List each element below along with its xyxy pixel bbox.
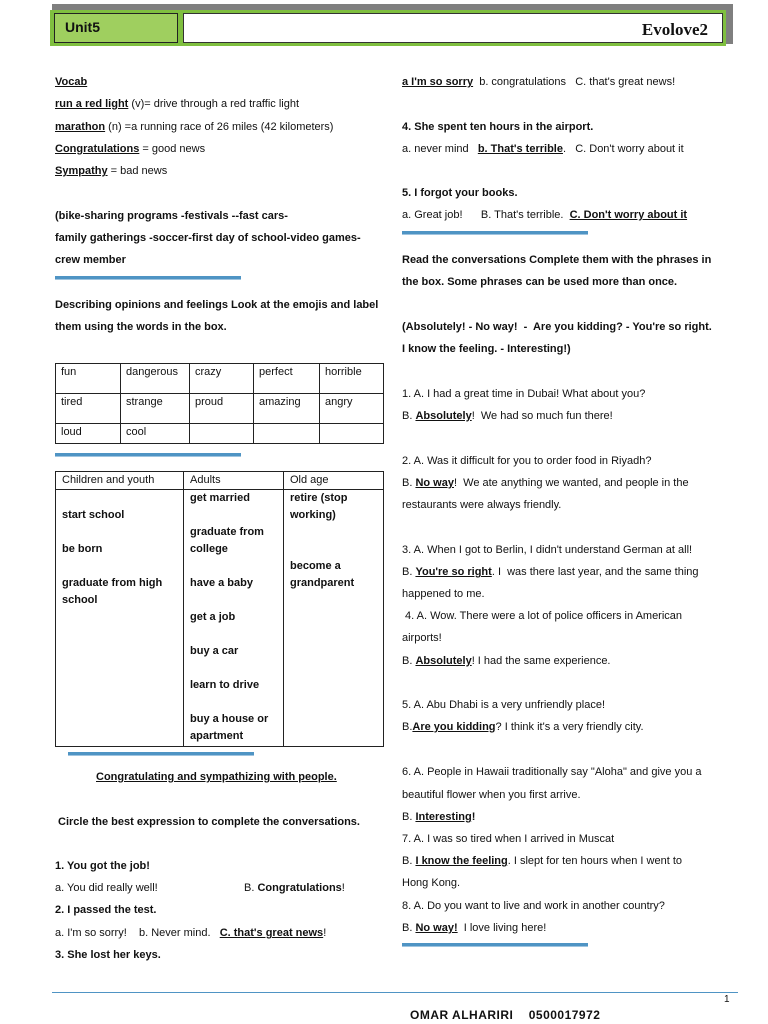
congrats-title: Congratulating and sympathizing with people. xyxy=(96,771,337,783)
divider xyxy=(55,453,241,457)
word-cell: amazing xyxy=(254,394,320,424)
answer: Congratulations xyxy=(257,882,342,894)
page-title: Evolove2 xyxy=(641,20,708,39)
word-cell: tired xyxy=(56,394,121,424)
answer: b. That's terrible xyxy=(477,143,563,155)
life-item: start school xyxy=(62,509,125,521)
describe-instructions: them using the words in the box. xyxy=(55,321,227,333)
conversation-line: airports! xyxy=(402,632,442,644)
vocab-item xyxy=(55,164,167,178)
word-cell: proud xyxy=(190,394,254,424)
conversation-line: beautiful flower when you first arrive. xyxy=(402,789,581,801)
circle-instructions: Circle the best expression to complete the conversations. xyxy=(58,816,360,828)
life-item: learn to drive xyxy=(190,679,260,691)
divider xyxy=(68,752,254,756)
answer: C. that's great news xyxy=(219,927,324,939)
col-header-old-age: Old age xyxy=(290,474,329,486)
question: 2. I passed the test. xyxy=(55,904,157,916)
word-cell: strange xyxy=(121,394,190,424)
option: a. Great job! B. That's terrible. C. Don't worry about it xyxy=(402,209,688,221)
vocab-term: run a red light xyxy=(55,98,129,110)
conversation-line: B. Interesting! xyxy=(402,811,476,823)
table-rule xyxy=(283,472,284,746)
life-item: graduate from high school xyxy=(62,577,163,606)
life-item: retire (stop working) xyxy=(290,492,348,521)
vocab-term: marathon xyxy=(55,121,106,133)
page-number: 1 xyxy=(724,994,730,1005)
conversation-line: B. No way! We ate anything we wanted, and people in the xyxy=(402,477,689,489)
life-item: become a grandparent xyxy=(290,560,355,589)
conversation-line: 4. A. Wow. There were a lot of police officers in American xyxy=(402,610,683,622)
word-cell: horrible xyxy=(320,364,384,394)
word-cell: loud xyxy=(56,424,121,444)
conversation-line: Hong Kong. xyxy=(402,877,461,889)
word-cell: fun xyxy=(56,364,121,394)
answer: C. Don't worry about it xyxy=(569,209,688,221)
word-cell xyxy=(254,424,320,444)
divider xyxy=(402,231,588,235)
vocab-def: = bad news xyxy=(107,165,168,177)
vocab-def: = good news xyxy=(139,143,206,155)
option: a I'm so sorry b. congratulations C. that's great news! xyxy=(402,76,676,88)
phrase-box: I know the feeling. - Interesting!) xyxy=(402,343,571,355)
word-cell: cool xyxy=(121,424,190,444)
question: 1. You got the job! xyxy=(55,860,150,872)
life-item: be born xyxy=(62,543,103,555)
vocab-def: (v)= drive through a red traffic light xyxy=(128,98,300,110)
conversation-line: 5. A. Abu Dhabi is a very unfriendly place! xyxy=(402,699,606,711)
col-header-children: Children and youth xyxy=(62,474,155,486)
conversation-line: B. No way! I love living here! xyxy=(402,922,547,934)
answer: No way xyxy=(415,477,454,489)
life-stages-table xyxy=(55,471,384,747)
topics-line: (bike-sharing programs -festivals --fast cars- xyxy=(55,210,288,222)
word-cell: dangerous xyxy=(121,364,190,394)
question: 5. I forgot your books. xyxy=(402,187,518,199)
conversation-line: B. I know the feeling. I slept for ten hours when I went to xyxy=(402,855,683,867)
conversation-line: 3. A. When I got to Berlin, I didn't understand German at all! xyxy=(402,544,693,556)
vocab-term: Sympathy xyxy=(55,165,108,177)
answer: No way! xyxy=(415,922,458,934)
conversation-line: 7. A. I was so tired when I arrived in Muscat xyxy=(402,833,615,845)
read-instructions: Read the conversations Complete them with the phrases in xyxy=(402,254,712,266)
answer: a I'm so sorry xyxy=(402,76,474,88)
life-item: buy a house or apartment xyxy=(190,713,269,742)
conversation-line: B. Absolutely! I had the same experience. xyxy=(402,655,611,667)
conversation-line: B. Absolutely! We had so much fun there! xyxy=(402,410,613,422)
conversation-line: 2. A. Was it difficult for you to order food in Riyadh? xyxy=(402,455,652,467)
topics-line: crew member xyxy=(55,254,126,266)
life-item: have a baby xyxy=(190,577,253,589)
option: a. You did really well! xyxy=(55,882,158,894)
option: a. I'm so sorry! b. Never mind. C. that's great news! xyxy=(55,927,327,939)
footer-rule xyxy=(52,992,738,993)
word-cell: angry xyxy=(320,394,384,424)
conversation-line: happened to me. xyxy=(402,588,485,600)
vocab-item xyxy=(55,142,205,156)
topics-line: family gatherings -soccer-first day of school-video games- xyxy=(55,232,361,244)
question: 4. She spent ten hours in the airport. xyxy=(402,121,594,133)
table-rule xyxy=(183,472,184,746)
divider xyxy=(402,943,588,947)
vocab-def: (n) =a running race of 26 miles (42 kilometers) xyxy=(105,121,334,133)
answer: Interesting xyxy=(415,811,472,823)
answer: You're so right xyxy=(415,566,492,578)
conversation-line: restaurants were always friendly. xyxy=(402,499,562,511)
answer: Are you kidding xyxy=(412,721,496,733)
word-cell xyxy=(190,424,254,444)
option: B. Congratulations! xyxy=(244,882,345,894)
vocab-term: Congratulations xyxy=(55,143,140,155)
col-header-adults: Adults xyxy=(190,474,221,486)
question: 3. She lost her keys. xyxy=(55,949,161,961)
word-cell xyxy=(320,424,384,444)
divider xyxy=(55,276,241,280)
phrase-box: (Absolutely! - No way! - Are you kidding? - You're so right. xyxy=(402,321,712,333)
conversation-line: 1. A. I had a great time in Dubai! What about you? xyxy=(402,388,646,400)
life-item: buy a car xyxy=(190,645,239,657)
answer: Absolutely xyxy=(415,655,472,667)
option: a. never mind b. That's terrible. C. Don't worry about it xyxy=(402,143,684,155)
life-item: get married xyxy=(190,492,250,504)
life-item: graduate from college xyxy=(190,526,264,555)
answer: I know the feeling xyxy=(415,855,508,867)
answer: Absolutely xyxy=(415,410,472,422)
conversation-line: 8. A. Do you want to live and work in another country? xyxy=(402,900,665,912)
word-box-table xyxy=(55,363,384,444)
describe-instructions: Describing opinions and feelings Look at the emojis and label xyxy=(55,299,379,311)
vocab-title: Vocab xyxy=(55,76,88,88)
vocab-item xyxy=(55,97,299,111)
footer-author: OMAR ALHARIRI 0500017972 xyxy=(410,1008,601,1022)
conversation-line: B.Are you kidding? I think it's a very friendly city. xyxy=(402,721,644,733)
conversation-line: B. You're so right. I was there last year, and the same thing xyxy=(402,566,699,578)
word-cell: crazy xyxy=(190,364,254,394)
word-cell: perfect xyxy=(254,364,320,394)
conversation-line: 6. A. People in Hawaii traditionally say "Aloha" and give you a xyxy=(402,766,702,778)
vocab-item xyxy=(55,120,333,134)
read-instructions: the box. Some phrases can be used more than once. xyxy=(402,276,678,288)
life-item: get a job xyxy=(190,611,236,623)
unit-label: Unit5 xyxy=(54,13,178,43)
